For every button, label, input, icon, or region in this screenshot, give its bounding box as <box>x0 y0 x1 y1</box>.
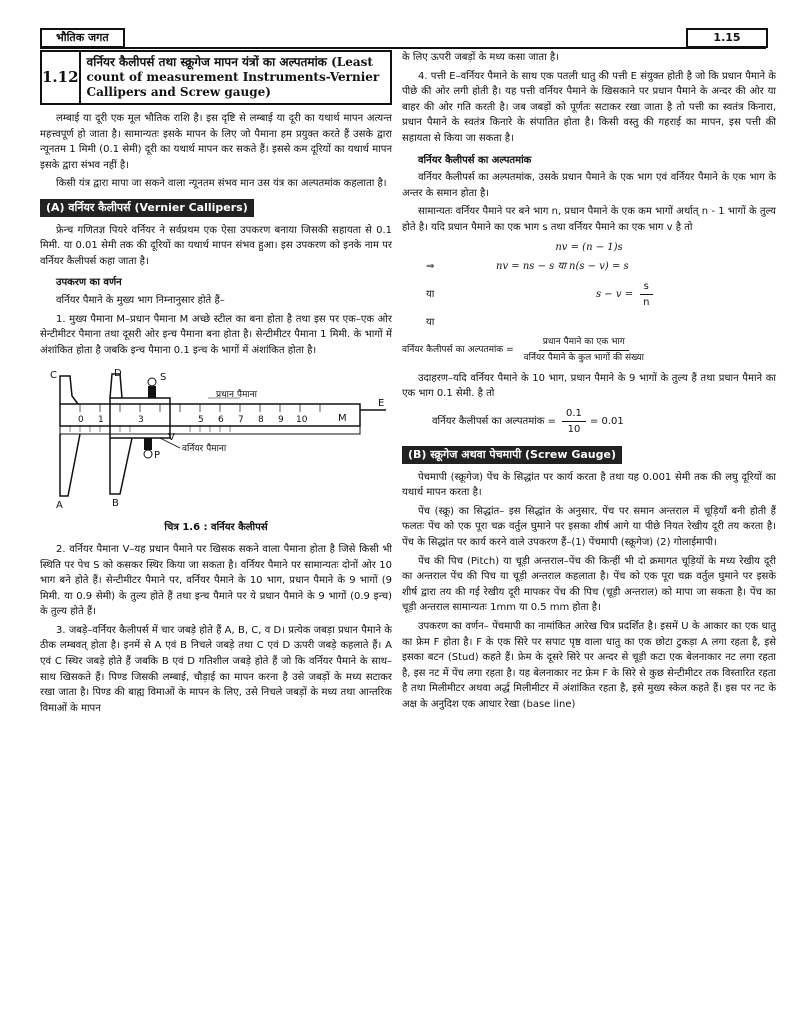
tick-label: 3 <box>138 415 144 426</box>
paragraph: 2. वर्नियर पैमाना V–यह प्रधान पैमाने पर खिसक सकने वाला पैमाना होता है जिसे किसी भी स्थिति पर पेच S को कसकर स्थिर किया जा सकता है। वर्नियर पैमाने पर सामान्यतः दोनों ओर 10 भाग बने होते हैं। सेन्टीमीटर पैमाने पर, वर्नियर पैमाने के 10 भाग, प्रधान पैमाने के 9 भागों (9 मिमी. या 0.9 सेमी) के तुल्य होते हैं तथा इन्च पैमाने पर ये प्रधान पैमाने के 9 भागों (0.9 इन्च) के तुल्य होते हैं। <box>40 543 392 618</box>
paragraph: वर्नियर कैलीपर्स का अल्पतमांक, उसके प्रधान पैमाने के एक भाग एवं वर्नियर पैमाने के एक भाग के अन्तर के समान होता है। <box>402 172 776 199</box>
paragraph: पेंच की पिच (Pitch) या चूड़ी अन्तराल–पेंच की किन्हीं भी दो क्रमागत चूड़ियों के मध्य रेखीय दूरी का अन्तराल पेंच की पिच या चूड़ी अन्तराल कहलाता है। पेंच को एक पूरा चक्र वर्तुल घुमाने पर इसके शीर्ष द्वारा तय की गई रेखीय दूरी मापकर पेंच की पिच (चूड़ी अन्तराल) को मापा जा सकता है। पेंच का चूड़ी अन्तराल सामान्यतः 1mm या 0.5 mm होता है। <box>402 555 776 614</box>
jaw-c-label: C <box>50 370 57 382</box>
header-rule <box>40 47 766 49</box>
fraction-denominator: n <box>643 297 650 309</box>
subheading: उपकरण का वर्णन <box>56 277 122 289</box>
paragraph: उपकरण का वर्णन– पेंचमापी का नामांकित आरेख चित्र प्रदर्शित है। इसमें U के आकार का एक धातु का फ्रेम F होता है। F के एक सिरे पर सपाट पृष्ठ वाला धातु का एक छोटा टुकड़ा A लगा रहता है, इसे इसका बटन (Stud) कहते हैं। फ्रेम के दूसरे सिरे पर अन्दर से चूड़ी कटा एक बेलनाकार नट लगा रहता है, इस नट में पेंच लगा रहता है। यह बेलनाकार नट फ्रेम F के सिरे से कुछ सेन्टीमीटर तक विस्तारित रहता है तथा मिलीमीटर अथवा अर्द्ध मिलीमीटर में अंशांकित रहता है, इसे मुख्य स्केल कहते हैं। इस पर नट के अक्ष के अनुदिश एक आधार रेखा (base line) <box>402 621 776 710</box>
fraction-denominator: वर्नियर पैमाने के कुल भागों की संख्या <box>523 353 644 364</box>
paragraph: फ्रेन्च गणितज्ञ पियरे वर्नियर ने सर्वप्रथम एक ऐसा उपकरण बनाया जिसकी सहायता से 0.1 मिमी. या 0.01 सेमी तक की दूरियों का यथार्थ मापन संभव हुआ। इस उपकरण को इनके नाम पर वर्नियर कैलीपर्स कहा जाता है। <box>40 224 392 267</box>
main-scale-m-label: M <box>338 413 347 425</box>
formula-rhs: = 0.01 <box>589 416 624 428</box>
vernier-calliper-figure <box>40 366 392 516</box>
paragraph: वर्नियर पैमाने के मुख्य भाग निम्नानुसार होते हैं– <box>56 294 225 306</box>
tick-label: 5 <box>198 415 204 426</box>
vernier-v-label: V <box>168 432 175 444</box>
paragraph: सामान्यतः वर्नियर पैमाने पर बने भाग n, प्रधान पैमाने के एक कम भागों अर्थात् n - 1 भागों के तुल्य होते है। यदि प्रधान पैमाने का एक भाग s तथा वर्नियर पैमाने का एक भाग v है तो <box>402 206 776 233</box>
strip-e-label: E <box>378 398 385 410</box>
paragraph: के लिए ऊपरी जबड़ों के मध्य कसा जाता है। <box>402 52 559 63</box>
screw-p-label: P <box>154 450 161 462</box>
paragraph: 4. पत्ती E–वर्नियर पैमाने के साथ एक पतली धातु की पत्ती E संयुक्त होती है जो कि प्रधान पैमाने के पीछे की ओर लगी होती है। यह पत्ती वर्नियर पैमाने के खिसकाने पर प्रधान पैमाने के अन्दर की ओर या बाहर की ओर गति करती है। जब जबड़ों को पूर्णतः सटाकर रखा जाता है तो पत्ती का स्वतंत्र किनारा, प्रधान पैमाने के स्वतंत्र किनारे के संपातित होता है। किसी वस्तु की गहराई का मापन, इस पत्ती की सहायता से किया जा सकता है। <box>402 70 776 144</box>
paragraph: उदाहरण–यदि वर्नियर पैमाने के 10 भाग, प्रधान पैमाने के 9 भागों के तुल्य हैं तथा प्रधान पैमाने का एक भाग 0.1 सेमी. है तो <box>402 372 776 400</box>
equation-row <box>402 259 776 275</box>
page-header-chapter: भौतिक जगत <box>40 28 125 48</box>
fraction-numerator: प्रधान पैमाने का एक भाग <box>539 335 629 352</box>
paragraph: 3. जबड़े–वर्नियर कैलीपर्स में चार जबड़े होते हैं A, B, C, व D। प्रत्येक जबड़ा प्रधान पैमाने के ठीक लम्बवत् होता है। इनमें से A एवं B निचले जबड़े तथा C एवं D ऊपरी जबड़े कहलाते हैं। A एवं C स्थिर जबड़े होते हैं जबकि B एवं D गतिशील जबड़े होते हैं जो कि वर्नियर पैमाने के साथ–साथ खिसकते हैं। पिण्ड जिसकी लम्बाई, चौड़ाई का मापन करना है उसे जबड़ों के मध्य सटाकर रखा जाता है। पिण्ड की बाह्य विमाओं के मापन के लिए, उसे निचले जबड़ों के मध्य तथा आन्तरिक विमाओं के मापन <box>40 624 392 714</box>
jaw-a-label: A <box>56 500 63 512</box>
screw-s-label: S <box>160 372 167 384</box>
left-column <box>40 50 392 719</box>
or-label: या <box>426 289 435 301</box>
least-count-formula <box>402 335 776 367</box>
paragraph: किसी यंत्र द्वारा मापा जा सकने वाला न्यूनतम संभव मान उस यंत्र का अल्पतमांक कहलाता है। <box>56 178 387 190</box>
fraction <box>639 279 653 311</box>
fraction <box>520 335 648 367</box>
tick-label: 7 <box>238 415 244 426</box>
subsection-banner: (A) वर्नियर कैलीपर्स (Vernier Callipers) <box>40 199 254 217</box>
section-title: वर्नियर कैलीपर्स तथा स्क्रूगेज मापन यंत्रों का अल्पतमांक (Least count of measurement Instruments-Vernier Callipers and Screw gauge) <box>86 55 380 99</box>
paragraph: पेंच (स्क्रू) का सिद्धांत– इस सिद्धांत के अनुसार, पेंच पर समान अन्तराल में चूड़ियाँ बनी होती हैं फलतः पेंच को एक पूरा चक्र वर्तुल घुमाने पर इसका शीर्ष आगे या पीछे नियत रेखीय दूरी तय करता है। पेंच के सिद्धांत पर कार्य करने वाले उपकरण हैं–(1) पेंचमापी (स्क्रूगेज) (2) गोलाईमापी। <box>402 505 776 549</box>
figure-caption: चित्र 1.6 : वर्नियर कैलीपर्स <box>164 522 268 534</box>
formula-lhs: वर्नियर कैलीपर्स का अल्पतमांक = <box>402 344 514 355</box>
main-scale-caption: प्रधान पैमाना <box>216 390 257 401</box>
equation-row <box>402 279 776 311</box>
section-number: 1.12 <box>42 52 81 103</box>
fraction-numerator: s <box>640 279 653 296</box>
fraction <box>562 406 586 438</box>
section-heading <box>40 50 392 105</box>
tick-label: 1 <box>98 415 104 426</box>
example-formula <box>432 406 776 438</box>
fraction-numerator: 0.1 <box>562 406 586 423</box>
subsection-banner: (B) स्क्रूगेज अथवा पेचमापी (Screw Gauge) <box>402 446 622 464</box>
paragraph: लम्बाई या दूरी एक मूल भौतिक राशि है। इस दृष्टि से लम्बाई या दूरी का यथार्थ मापन अत्यन्त महत्त्वपूर्ण हो जाता है। सामान्यतः इसके मापन के लिए जो पैमाना हम प्रयुक्त करते हैं उसके द्वारा न्यूनतम 1 मिमी (0.1 सेमी) दूरी का यथार्थ मापन कर सकते हैं। इससे कम दूरियों का यथार्थ मापन इसके द्वारा संभव नहीं है। <box>40 113 392 171</box>
jaw-b-label: B <box>112 498 119 510</box>
implies-arrow: ⇒ <box>426 261 435 273</box>
equation-lhs: s − v = <box>596 289 634 301</box>
paragraph: 1. मुख्य पैमाना M–प्रधान पैमाना M अच्छे स्टील का बना होता है तथा इस पर एक–एक ओर सेन्टीमीटर पैमाना तथा दूसरी ओर इन्च पैमाना बना होता है। सेन्टीमीटर पैमाना 1 मिमी. के भागों में अंशांकित होता है जबकि इन्च पैमाना 0.1 इन्च के भागों में अंशांकित होता है। <box>40 313 392 356</box>
or-label: या <box>426 316 435 328</box>
formula-lhs: वर्नियर कैलीपर्स का अल्पतमांक = <box>432 416 557 428</box>
subheading: वर्नियर कैलीपर्स का अल्पतमांक <box>418 154 532 166</box>
tick-label: 9 <box>278 415 284 426</box>
page-number: 1.15 <box>686 28 768 48</box>
fraction-denominator: 10 <box>567 424 581 436</box>
vernier-scale-caption: वर्नियर पैमाना <box>182 444 227 455</box>
tick-label: 10 <box>296 415 308 426</box>
tick-label: 0 <box>78 415 84 426</box>
jaw-d-label: D <box>114 368 122 380</box>
tick-label: 6 <box>218 415 224 426</box>
right-column <box>402 50 776 716</box>
paragraph: पेचमापी (स्क्रूगेज) पेंच के सिद्धांत पर कार्य करता है तथा यह 0.001 सेमी तक की लघु दूरियों का यथार्थ मापन करता है। <box>402 471 776 499</box>
equation: nv = ns − s या n(s − v) = s <box>496 261 629 273</box>
tick-label: 8 <box>258 415 264 426</box>
equation: nv = (n − 1)s <box>555 241 623 253</box>
